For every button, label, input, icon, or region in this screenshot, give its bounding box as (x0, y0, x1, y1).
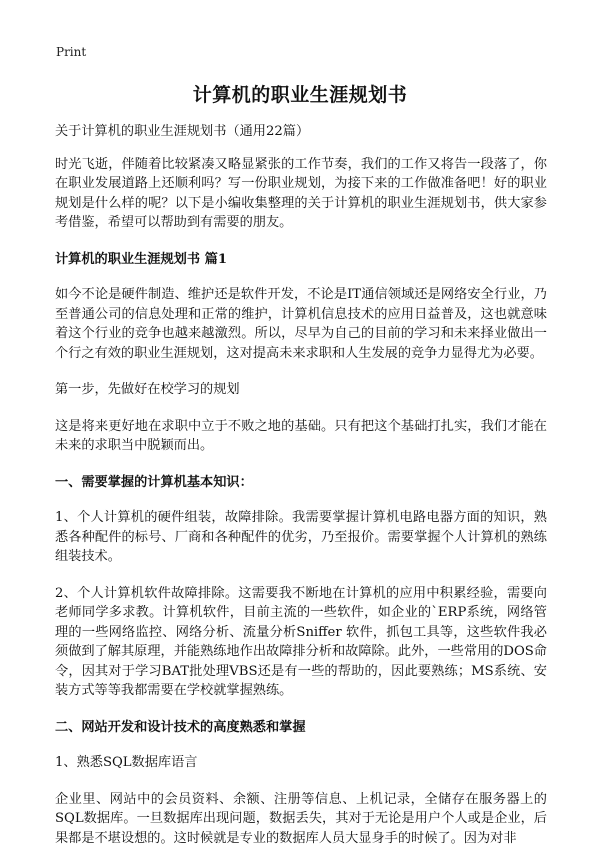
article-subtitle: 关于计算机的职业生涯规划书（通用22篇） (55, 124, 310, 139)
print-link[interactable]: Print (56, 45, 87, 59)
article-body (55, 122, 547, 865)
paragraph: 如今不论是硬件制造、维护还是软件开发，不论是IT通信领域还是网络安全行业，乃至普通公司的信息处理和正常的维护，计算机信息技术的应用日益普及，这也就意味着这个行业的竞争也越来越激烈。所以，尽早为自己的目前的学习和未来择业做出一个行之有效的职业生涯规划，这对提高未来求职和人生发展的竞争力显得尤为必要。 (55, 287, 547, 361)
section-heading: 计算机的职业生涯规划书 篇1 (55, 251, 228, 267)
subsection-heading: 一、需要掌握的计算机基本知识： (55, 474, 253, 490)
list-item: 1、个人计算机的硬件组装，故障排除。我需要掌握计算机电路电器方面的知识，熟悉各种配件的标号、厂商和各种配件的优劣，乃至报价。需要掌握个人计算机的熟练组装技术。 (55, 510, 547, 564)
paragraph: 企业里、网站中的会员资料、余额、注册等信息、上机记录，全储存在服务器上的SQL数据库。一旦数据库出现问题，数据丢失，其对于无论是用户个人或是企业，后果都是不堪设想的。这时候就是专业的数据库人员大显身手的时候了。因为对非 (55, 791, 547, 846)
list-item: 1、熟悉SQL数据库语言 (55, 755, 198, 770)
paragraph: 这是将来更好地在求职中立于不败之地的基础。只有把这个基础打扎实，我们才能在未来的求职当中脱颖而出。 (55, 418, 547, 453)
subsection-heading: 二、网站开发和设计技术的高度熟悉和掌握 (55, 719, 306, 735)
list-item: 2、个人计算机软件故障排除。这需要我不断地在计算机的应用中积累经验，需要向老师同学多求教。计算机软件，目前主流的一些软件，如企业的`ERP系统，网络管理的一些网络监控、网络分析、流量分析Sniffer 软件，抓包工具等，这些软件我必须做到了解其原理，并能熟练地作出故障排分析和故障除。此外，一些常用的DOS命令，因其对于学习BAT批处理VBS还是有一些的帮助的，因此要熟练；MS系统、安装方式等等我都需要在学校就掌握熟练。 (55, 585, 547, 698)
intro-paragraph: 时光飞逝，伴随着比较紧凑又略显紧张的工作节奏，我们的工作又将告一段落了，你在职业发展道路上还顺利吗？写一份职业规划，为接下来的工作做准备吧！好的职业规划是什么样的呢？以下是小编收集整理的关于计算机的职业生涯规划书，供大家参考借鉴，希望可以帮助到有需要的朋友。 (55, 156, 547, 230)
step-heading: 第一步，先做好在校学习的规划 (55, 382, 240, 397)
page-title: 计算机的职业生涯规划书 (192, 84, 408, 106)
